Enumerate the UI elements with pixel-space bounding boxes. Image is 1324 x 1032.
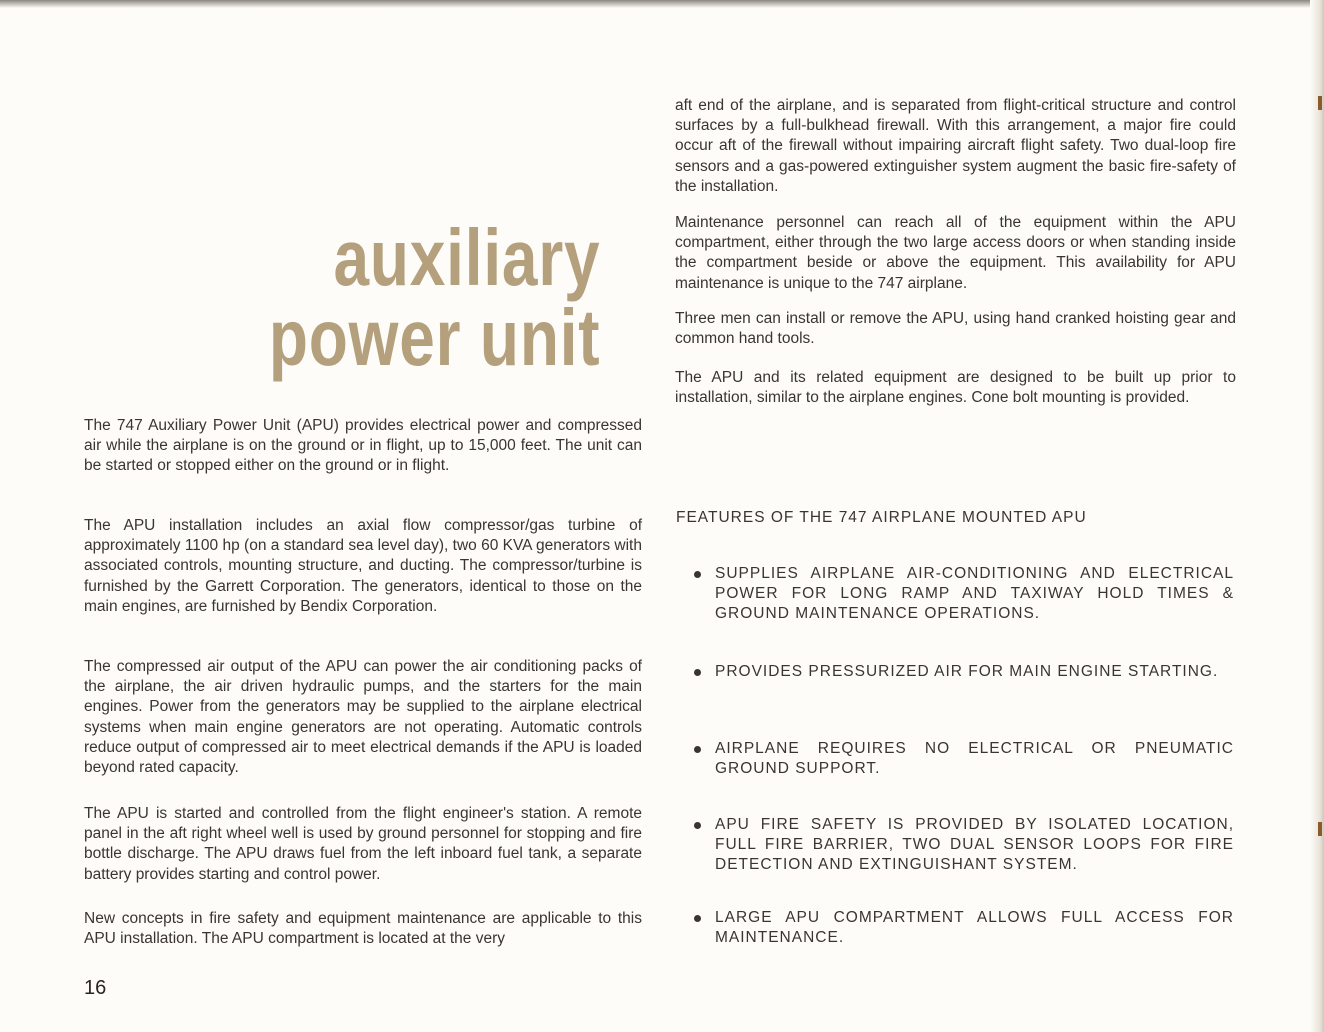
page-right-edge bbox=[1310, 0, 1324, 1032]
right-paragraph-1: aft end of the airplane, and is separated from flight-critical structure and control surfaces by a full-bulkhead firewall. With this arrangement, a major fire could occur aft of the firewall without impairing aircraft flight safety. Two dual-loop fire sensors and a gas-powered extinguisher system augment the basic fire-safety of the installation. bbox=[675, 97, 1236, 195]
left-paragraph-3: The compressed air output of the APU can power the air conditioning packs of the airplane, the air driven hydraulic pumps, and the starters for the main engines. Power from the generators may be supplied to the airplane electrical systems when main engine generators are not operating. Automatic controls reduce output of compressed air to meet electrical demands if the APU is loaded beyond rated capacity. bbox=[84, 658, 642, 777]
feature-text: SUPPLIES AIRPLANE AIR-CONDITIONING AND ELECTRICAL POWER FOR LONG RAMP AND TAXIWAY HOLD TIMES & GROUND MAINTENANCE OPERATIONS. bbox=[715, 565, 1234, 623]
left-paragraph-5: New concepts in fire safety and equipment maintenance are applicable to this APU installation. The APU compartment is located at the very bbox=[84, 910, 642, 948]
page-title bbox=[268, 213, 600, 382]
bullet-icon bbox=[694, 669, 701, 676]
left-paragraph-1: The 747 Auxiliary Power Unit (APU) provides electrical power and compressed air while the airplane is on the ground or in flight, up to 15,000 feet. The unit can be started or stopped either on the ground or in flight. bbox=[84, 417, 642, 475]
feature-text: AIRPLANE REQUIRES NO ELECTRICAL OR PNEUMATIC GROUND SUPPORT. bbox=[715, 740, 1234, 778]
title-line-2: power unit bbox=[268, 293, 600, 382]
page-number: 16 bbox=[84, 977, 107, 999]
title-line-1: auxiliary bbox=[333, 213, 600, 302]
edge-tab-mark bbox=[1318, 822, 1322, 836]
right-paragraph-2: Maintenance personnel can reach all of the equipment within the APU compartment, either through the two large access doors or when standing inside the compartment beside or above the equipment. This availability for APU maintenance is unique to the 747 airplane. bbox=[675, 214, 1236, 292]
feature-text: APU FIRE SAFETY IS PROVIDED BY ISOLATED LOCATION, FULL FIRE BARRIER, TWO DUAL SENSOR LOOPS FOR FIRE DETECTION AND EXTINGUISHANT SYSTEM. bbox=[715, 816, 1234, 874]
bullet-icon bbox=[694, 915, 701, 922]
feature-text: PROVIDES PRESSURIZED AIR FOR MAIN ENGINE STARTING. bbox=[715, 663, 1219, 680]
feature-item bbox=[694, 564, 1234, 625]
edge-tab-mark bbox=[1318, 96, 1322, 110]
left-paragraph-4: The APU is started and controlled from the flight engineer's station. A remote panel in the aft right wheel well is used by ground personnel for stopping and fire bottle discharge. The APU draws fuel from the left inboard fuel tank, a separate battery provides starting and control power. bbox=[84, 805, 642, 883]
features-heading: FEATURES OF THE 747 AIRPLANE MOUNTED APU bbox=[676, 509, 1087, 526]
right-paragraph-4: The APU and its related equipment are designed to be built up prior to installation, similar to the airplane engines. Cone bolt mounting is provided. bbox=[675, 369, 1236, 407]
right-paragraph-3: Three men can install or remove the APU, using hand cranked hoisting gear and common hand tools. bbox=[675, 310, 1236, 348]
feature-item bbox=[694, 739, 1234, 779]
feature-text: LARGE APU COMPARTMENT ALLOWS FULL ACCESS FOR MAINTENANCE. bbox=[715, 909, 1234, 947]
left-paragraph-2: The APU installation includes an axial flow compressor/gas turbine of approximately 1100 hp (on a standard sea level day), two 60 KVA generators with associated controls, mounting structure, and ducting. The compressor/turbine is furnished by the Garrett Corporation. The generators, identical to those on the main engines, are furnished by Bendix Corporation. bbox=[84, 517, 642, 615]
bullet-icon bbox=[694, 822, 701, 829]
feature-item bbox=[694, 815, 1234, 876]
page-top-edge bbox=[0, 0, 1324, 8]
bullet-icon bbox=[694, 746, 701, 753]
bullet-icon bbox=[694, 571, 701, 578]
feature-item bbox=[694, 908, 1234, 948]
feature-item bbox=[694, 662, 1234, 682]
